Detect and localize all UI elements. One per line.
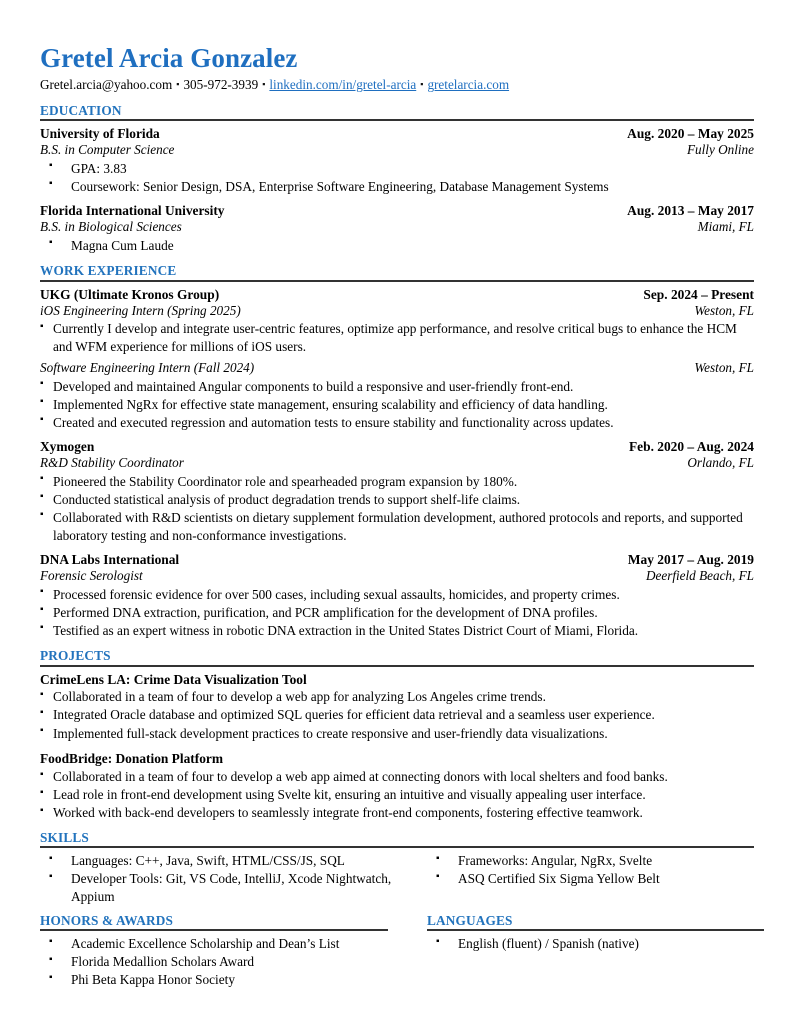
list-item: ▪ Coursework: Senior Design, DSA, Enterprise Software Engineering, Database Management Systems	[40, 178, 754, 196]
education-institution: Florida International University	[40, 203, 225, 219]
list-item: ▪ Implemented full-stack development practices to create responsive and user-friendly data visualizations.	[40, 725, 754, 743]
section-heading-honors: HONORS & AWARDS	[40, 913, 388, 931]
work-role-header	[40, 360, 754, 377]
resume-header	[40, 44, 754, 94]
list-item: ▪ Frameworks: Angular, NgRx, Svelte	[427, 852, 758, 870]
project-title: CrimeLens LA: Crime Data Visualization Tool	[40, 671, 307, 687]
list-item: ▪ GPA: 3.83	[40, 160, 754, 178]
contact-linkedin-link[interactable]: linkedin.com/in/gretel-arcia	[269, 77, 417, 93]
education-degree: B.S. in Biological Sciences	[40, 219, 182, 235]
list-item: ▪ Processed forensic evidence for over 500 cases, including sexual assaults, homicides, and property crimes.	[40, 586, 754, 604]
project-entry	[40, 671, 754, 743]
education-dates: Aug. 2013 – May 2017	[627, 203, 754, 219]
work-company: DNA Labs International	[40, 552, 180, 568]
languages-column	[427, 913, 758, 989]
candidate-name: Gretel Arcia Gonzalez	[40, 43, 298, 73]
skills-right-column	[427, 852, 758, 906]
education-degree: B.S. in Computer Science	[40, 142, 175, 158]
section-heading-education: EDUCATION	[40, 103, 754, 121]
work-role-header	[40, 303, 754, 320]
list-item: ▪ Magna Cum Laude	[40, 237, 754, 255]
list-item: ▪ Implemented NgRx for effective state management, ensuring scalability and efficiency of data handling.	[40, 396, 754, 414]
work-company: Xymogen	[40, 439, 95, 455]
section-heading-projects: PROJECTS	[40, 648, 754, 666]
education-dates: Aug. 2020 – May 2025	[627, 126, 754, 142]
education-location: Fully Online	[686, 142, 754, 158]
work-bullet-list	[40, 473, 754, 544]
project-entry	[40, 750, 754, 822]
work-entry	[40, 551, 754, 639]
work-dates: Feb. 2020 – Aug. 2024	[629, 439, 754, 455]
contact-email: Gretel.arcia@yahoo.com	[40, 77, 173, 93]
work-role-title: Software Engineering Intern (Fall 2024)	[40, 360, 255, 376]
work-entry-header	[40, 286, 754, 303]
list-item: ▪ Florida Medallion Scholars Award	[40, 953, 423, 971]
list-item: ▪ Testified as an expert witness in robotic DNA extraction in the United States District Court of Miami, Florida.	[40, 622, 754, 640]
education-entry-header	[40, 202, 754, 219]
list-item: ▪ Conducted statistical analysis of product degradation trends to support shelf-life claims.	[40, 491, 754, 509]
project-bullet-list	[40, 688, 754, 742]
list-item: ▪ Created and executed regression and automation tests to ensure stability and functionality across updates.	[40, 414, 754, 432]
work-company: UKG (Ultimate Kronos Group)	[40, 286, 220, 302]
education-entry-header	[40, 125, 754, 142]
list-item: ▪ Pioneered the Stability Coordinator role and spearheaded program expansion by 180%.	[40, 473, 754, 491]
honors-languages-columns	[40, 913, 754, 989]
education-bullet-list	[40, 160, 754, 196]
skills-right-list	[427, 852, 758, 888]
education-location: Miami, FL	[697, 219, 754, 235]
contact-line	[40, 77, 754, 94]
list-item: ▪ Collaborated with R&D scientists on dietary supplement formulation development, authored protocols and reports, and supported laboratory testing and non-conformance investigations.	[40, 509, 754, 544]
work-role-header	[40, 455, 754, 472]
work-dates: Sep. 2024 – Present	[643, 286, 754, 302]
work-role-title: Forensic Serologist	[40, 568, 143, 584]
list-item: ▪ Lead role in front-end development using Svelte kit, ensuring an intuitive and visually appealing user interface.	[40, 786, 754, 804]
work-location: Weston, FL	[694, 302, 754, 318]
list-item: ▪ Languages: C++, Java, Swift, HTML/CSS/JS, SQL	[40, 852, 423, 870]
list-item: ▪ ASQ Certified Six Sigma Yellow Belt	[427, 870, 758, 888]
list-item: ▪ Phi Beta Kappa Honor Society	[40, 971, 423, 989]
work-entry	[40, 286, 754, 432]
work-bullet-list	[40, 586, 754, 640]
honors-list	[40, 935, 423, 989]
work-entry	[40, 438, 754, 544]
education-entry	[40, 202, 754, 254]
skills-left-list	[40, 852, 423, 905]
work-bullet-list	[40, 378, 754, 432]
section-heading-languages: LANGUAGES	[427, 913, 764, 931]
list-item: ▪ Integrated Oracle database and optimized SQL queries for efficient data retrieval and a seamless user experience.	[40, 706, 754, 724]
list-item: ▪ Performed DNA extraction, purification, and PCR amplification for the development of DNA profiles.	[40, 604, 754, 622]
list-item: ▪ Academic Excellence Scholarship and Dean’s List	[40, 935, 423, 953]
education-entry-subheader	[40, 219, 754, 236]
contact-separator-icon: ▪	[176, 79, 180, 90]
project-title: FoodBridge: Donation Platform	[40, 751, 223, 767]
work-subrole	[40, 360, 754, 431]
list-item: ▪ Developer Tools: Git, VS Code, IntelliJ, Xcode Nightwatch, Appium	[40, 870, 423, 905]
list-item: ▪ Currently I develop and integrate user-centric features, optimize app performance, and resolve critical bugs to enhance the HCM and WFM experience for millions of iOS users.	[40, 320, 754, 355]
list-item: ▪ Developed and maintained Angular components to build a responsive and user-friendly front-end.	[40, 378, 754, 396]
work-role-header	[40, 568, 754, 585]
skills-left-column	[40, 852, 423, 906]
contact-website-link[interactable]: gretelarcia.com	[427, 77, 510, 93]
education-institution: University of Florida	[40, 126, 160, 142]
list-item: ▪ Collaborated in a team of four to develop a web app aimed at connecting donors with local shelters and food banks.	[40, 768, 754, 786]
work-entry-header	[40, 551, 754, 568]
section-heading-work-experience: WORK EXPERIENCE	[40, 263, 754, 281]
section-heading-skills: SKILLS	[40, 830, 754, 848]
work-entry-header	[40, 438, 754, 455]
list-item: ▪ Worked with back-end developers to seamlessly integrate front-end components, fostering effective teamwork.	[40, 804, 754, 822]
work-location: Weston, FL	[694, 360, 754, 376]
contact-phone: 305-972-3939	[183, 77, 259, 93]
work-location: Deerfield Beach, FL	[645, 568, 754, 584]
contact-separator-icon: ▪	[420, 79, 424, 90]
work-role-title: iOS Engineering Intern (Spring 2025)	[40, 302, 241, 318]
work-bullet-list	[40, 320, 754, 355]
languages-list	[427, 935, 758, 953]
education-entry-subheader	[40, 142, 754, 159]
education-bullet-list	[40, 237, 754, 255]
honors-column	[40, 913, 423, 989]
list-item: ▪ Collaborated in a team of four to develop a web app for analyzing Los Angeles crime trends.	[40, 688, 754, 706]
skills-columns	[40, 852, 754, 906]
work-dates: May 2017 – Aug. 2019	[627, 552, 754, 568]
work-role-title: R&D Stability Coordinator	[40, 455, 184, 471]
education-entry	[40, 125, 754, 195]
contact-separator-icon: ▪	[262, 79, 266, 90]
project-bullet-list	[40, 768, 754, 822]
work-location: Orlando, FL	[687, 455, 754, 471]
list-item: ▪ English (fluent) / Spanish (native)	[427, 935, 758, 953]
